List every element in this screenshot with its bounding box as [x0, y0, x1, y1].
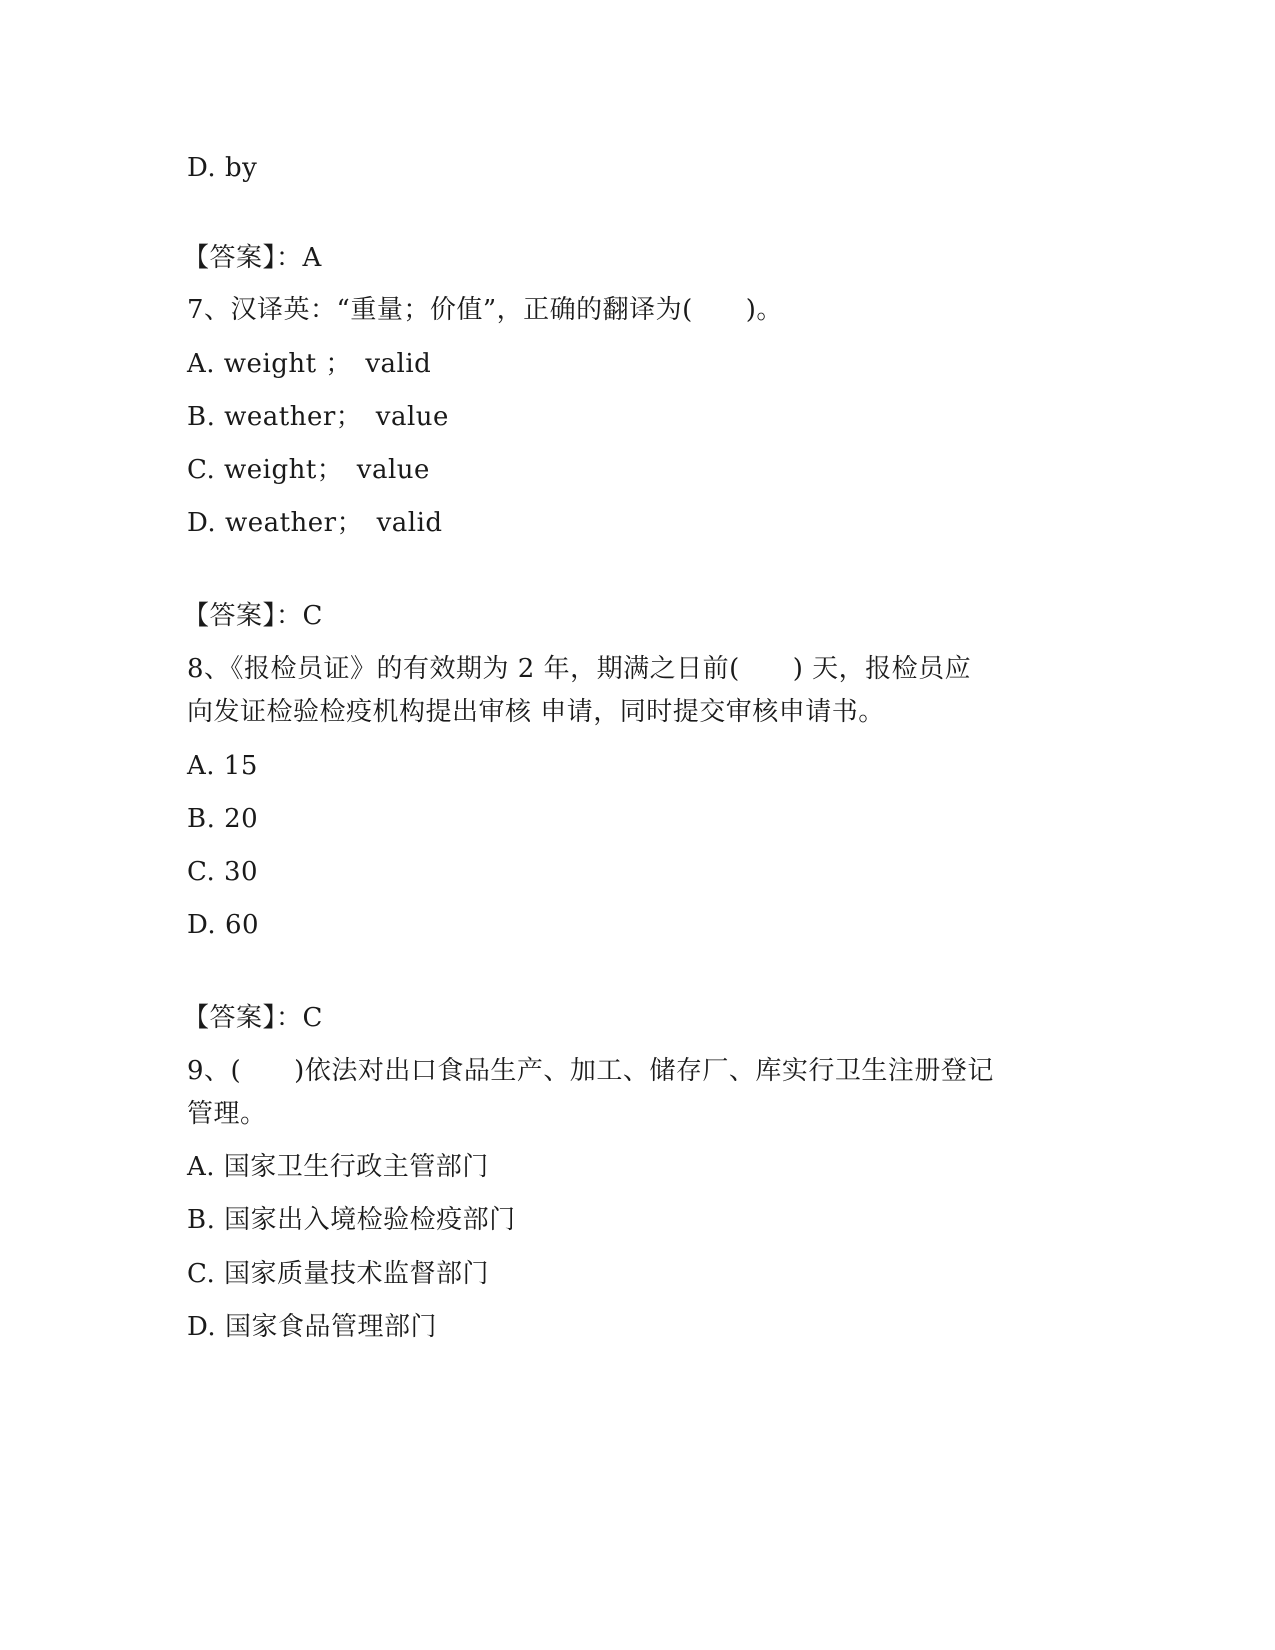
q8-stem-line2: 向发证检验检疫机构提出审核 申请，同时提交审核申请书。 — [187, 697, 885, 727]
q9-option-c: C. 国家质量技术监督部门 — [187, 1259, 489, 1289]
q9-stem-line1: 9、( )依法对出口食品生产、加工、储存厂、库实行卫生注册登记 — [187, 1056, 994, 1086]
q8-option-c: C. 30 — [187, 857, 259, 887]
q9-option-b: B. 国家出入境检验检疫部门 — [187, 1205, 516, 1235]
prev-option-d: D. by — [187, 153, 258, 183]
q8-option-a: A. 15 — [187, 751, 258, 781]
q8-option-d: D. 60 — [187, 910, 260, 940]
q7-option-d: D. weather； valid — [187, 508, 443, 538]
q9-stem-line2: 管理。 — [187, 1099, 267, 1129]
q7-stem: 7、汉译英：“重量；价值”，正确的翻译为( )。 — [187, 295, 783, 325]
q8-answer: 【答案】：C — [183, 1003, 323, 1033]
q7-option-b: B. weather； value — [187, 402, 449, 432]
q8-option-b: B. 20 — [187, 804, 259, 834]
q9-option-a: A. 国家卫生行政主管部门 — [187, 1152, 489, 1182]
q8-stem-line1: 8、《报检员证》的有效期为 2 年，期满之日前( ) 天，报检员应 — [187, 654, 972, 684]
q7-option-a: A. weight ； valid — [187, 349, 432, 379]
q9-option-d: D. 国家食品管理部门 — [187, 1312, 437, 1342]
q7-answer: 【答案】：C — [183, 601, 323, 631]
prev-answer: 【答案】：A — [183, 243, 322, 273]
q7-option-c: C. weight； value — [187, 455, 430, 485]
